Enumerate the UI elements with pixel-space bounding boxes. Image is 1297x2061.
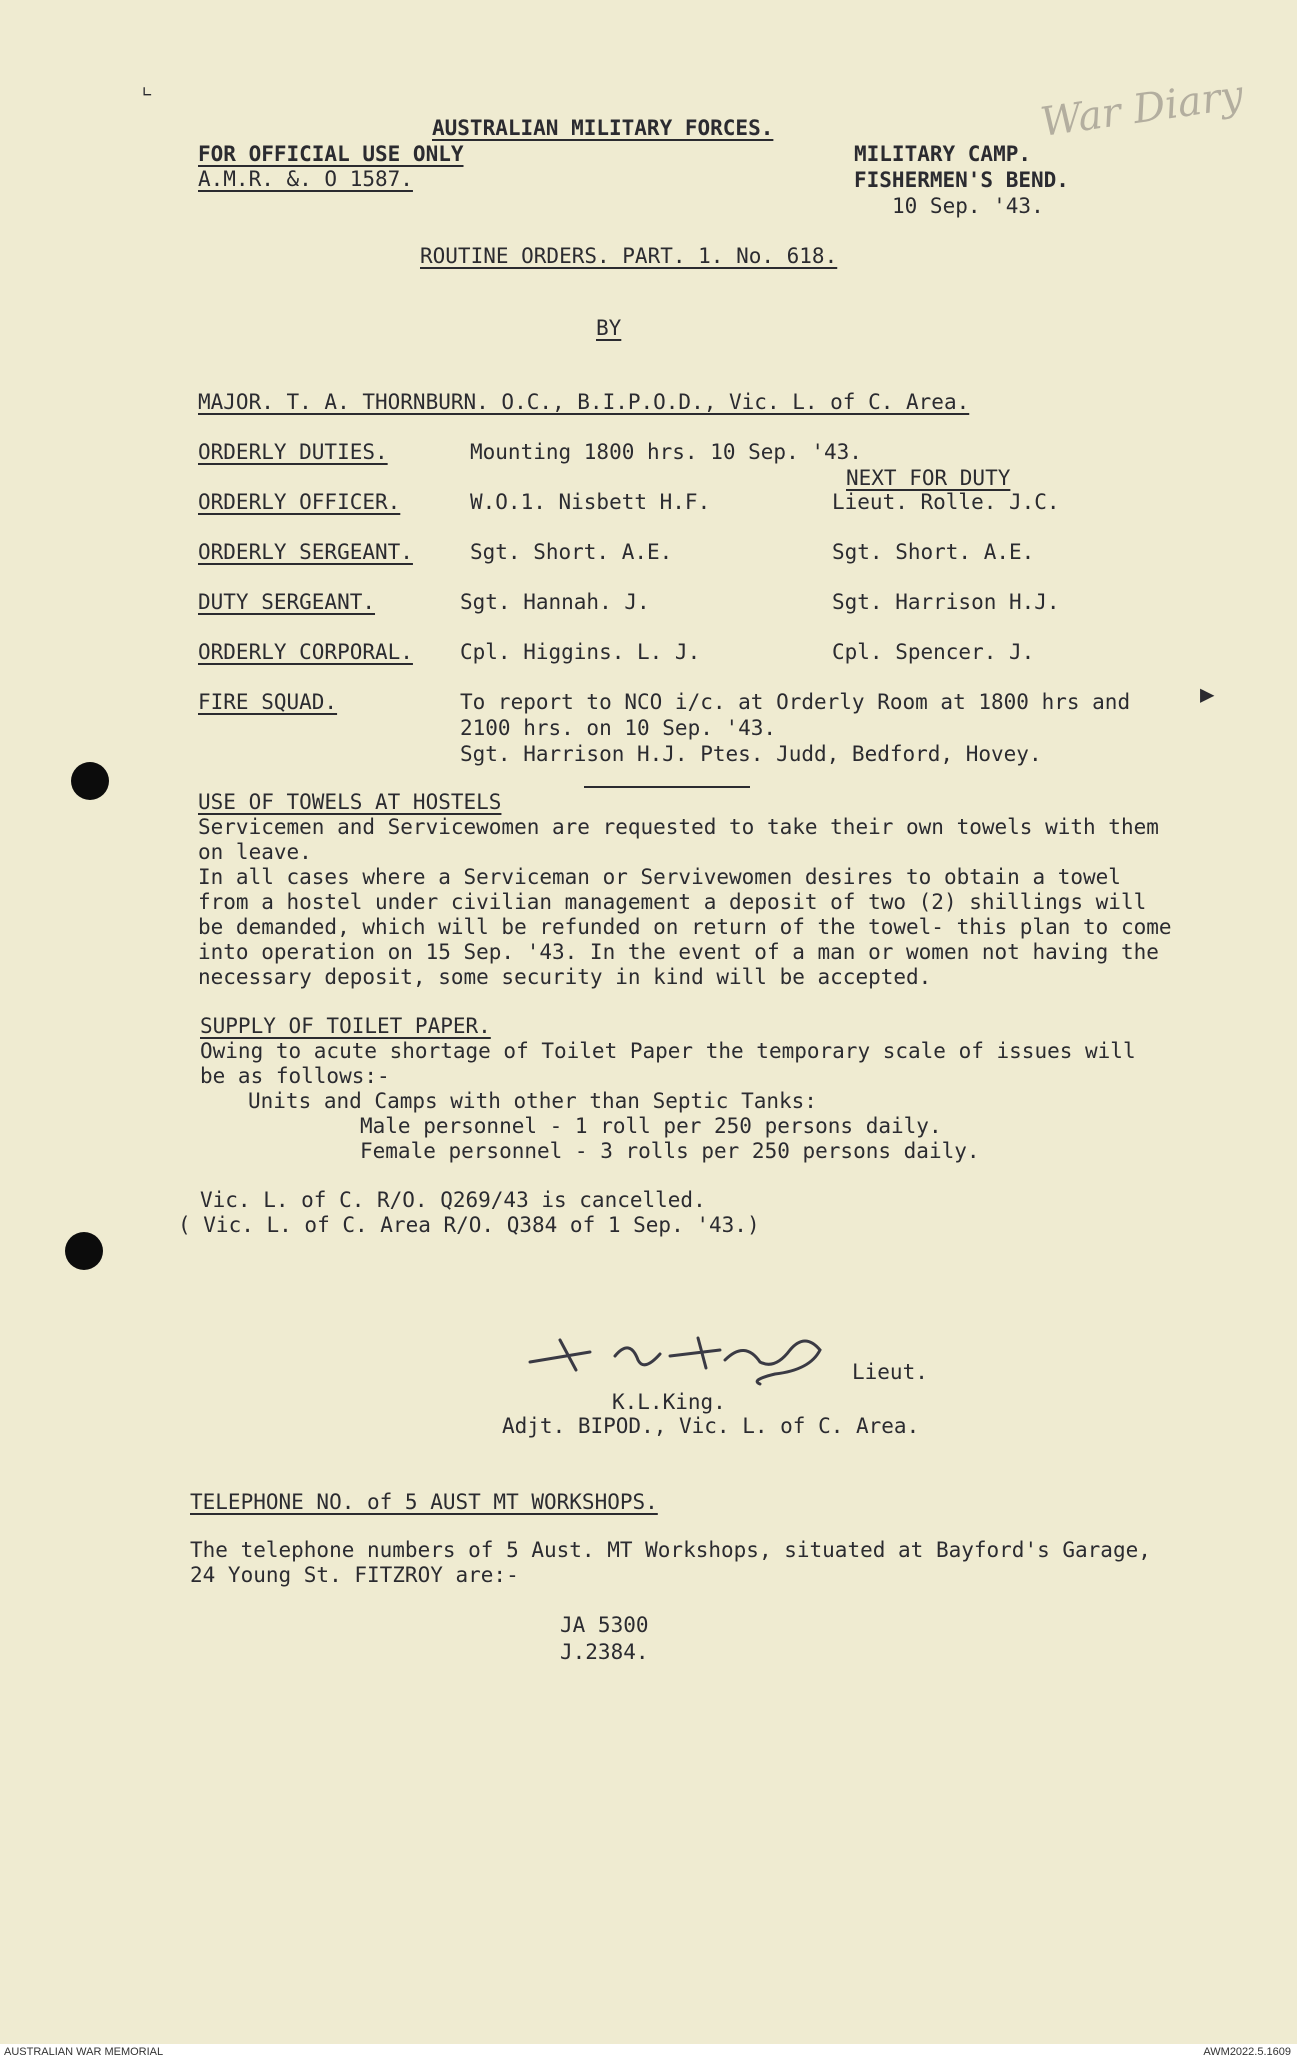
- duty-role-label: DUTY SERGEANT.: [198, 590, 376, 614]
- towels-line: into operation on 15 Sep. '43. In the event of a man or women not having the: [198, 940, 1159, 964]
- duty-next: Lieut. Rolle. J.C.: [832, 490, 1060, 514]
- duty-role-label: ORDERLY SERGEANT.: [198, 540, 413, 564]
- fire-squad-line: Sgt. Harrison H.J. Ptes. Judd, Bedford, Hovey.: [460, 742, 1042, 766]
- towels-line: Servicemen and Servicewomen are requested to take their own towels with them: [198, 815, 1159, 839]
- towels-line: be demanded, which will be refunded on return of the towel- this plan to come: [198, 915, 1172, 939]
- signatory-title: Adjt. BIPOD., Vic. L. of C. Area.: [502, 1414, 920, 1438]
- document-title: AUSTRALIAN MILITARY FORCES.: [432, 116, 774, 140]
- toilet-paper-line: Vic. L. of C. R/O. Q269/43 is cancelled.: [200, 1188, 706, 1212]
- telephone-number: J.2384.: [560, 1640, 649, 1664]
- issuer-line: MAJOR. T. A. THORNBURN. O.C., B.I.P.O.D., Vic. L. of C. Area.: [198, 390, 970, 414]
- signatory-rank: Lieut.: [852, 1360, 928, 1384]
- footer-institution: AUSTRALIAN WAR MEMORIAL: [4, 2046, 164, 2058]
- camp-location: FISHERMEN'S BEND.: [854, 168, 1069, 192]
- duty-next: Cpl. Spencer. J.: [832, 640, 1035, 664]
- duty-current: Cpl. Higgins. L. J.: [460, 640, 701, 664]
- footer-reference: AWM2022.5.1609: [1203, 2046, 1291, 2058]
- duty-role-label: ORDERLY OFFICER.: [198, 490, 401, 514]
- staple-mark: ⌞: [140, 72, 155, 100]
- towels-line: necessary deposit, some security in kind will be accepted.: [198, 965, 932, 989]
- orders-title: ROUTINE ORDERS. PART. 1. No. 618.: [420, 244, 838, 268]
- duty-role-label: ORDERLY CORPORAL.: [198, 640, 413, 664]
- fire-squad-line: To report to NCO i/c. at Orderly Room at 1800 hrs and: [460, 690, 1131, 714]
- orderly-duties-heading: ORDERLY DUTIES.: [198, 440, 388, 464]
- telephone-line: The telephone numbers of 5 Aust. MT Workshops, situated at Bayford's Garage,: [190, 1538, 1151, 1562]
- toilet-paper-line: Female personnel - 3 rolls per 250 persons daily.: [360, 1139, 980, 1163]
- towels-line: In all cases where a Serviceman or Servivewomen desires to obtain a towel: [198, 865, 1121, 889]
- duty-current: W.O.1. Nisbett H.F.: [470, 490, 711, 514]
- towels-heading: USE OF TOWELS AT HOSTELS: [198, 790, 502, 814]
- towels-line: on leave.: [198, 840, 312, 864]
- duty-next: Sgt. Harrison H.J.: [832, 590, 1060, 614]
- duty-current: Sgt. Hannah. J.: [460, 590, 650, 614]
- telephone-heading: TELEPHONE NO. of 5 AUST MT WORKSHOPS.: [190, 1490, 658, 1514]
- edge-mark: ▶: [1200, 680, 1215, 708]
- archive-footer: [0, 2044, 1297, 2061]
- next-for-duty-heading: NEXT FOR DUTY: [846, 466, 1011, 490]
- toilet-paper-line: ( Vic. L. of C. Area R/O. Q384 of 1 Sep. '43.): [178, 1213, 760, 1237]
- official-use-label: FOR OFFICIAL USE ONLY: [198, 142, 464, 166]
- handwritten-note: War Diary: [1037, 72, 1246, 146]
- section-divider: [584, 786, 750, 788]
- toilet-paper-line: Owing to acute shortage of Toilet Paper the temporary scale of issues will: [200, 1039, 1136, 1063]
- signatory-name: K.L.King.: [612, 1390, 726, 1414]
- towels-line: from a hostel under civilian management a deposit of two (2) shillings will: [198, 890, 1147, 914]
- telephone-line: 24 Young St. FITZROY are:-: [190, 1563, 519, 1587]
- by-label: BY: [596, 316, 622, 340]
- fire-squad-line: 2100 hrs. on 10 Sep. '43.: [460, 716, 777, 740]
- toilet-paper-line: Units and Camps with other than Septic Tanks:: [248, 1089, 817, 1113]
- punch-hole: [71, 762, 109, 800]
- header-date: 10 Sep. '43.: [892, 194, 1044, 218]
- toilet-paper-heading: SUPPLY OF TOILET PAPER.: [200, 1014, 491, 1038]
- toilet-paper-line: be as follows:-: [200, 1064, 390, 1088]
- fire-squad-label: FIRE SQUAD.: [198, 690, 338, 714]
- toilet-paper-line: Male personnel - 1 roll per 250 persons daily.: [360, 1114, 942, 1138]
- telephone-number: JA 5300: [560, 1613, 649, 1637]
- duty-next: Sgt. Short. A.E.: [832, 540, 1035, 564]
- signature-scrawl: [520, 1310, 870, 1390]
- duty-current: Sgt. Short. A.E.: [470, 540, 673, 564]
- amr-reference: A.M.R. &. O 1587.: [198, 167, 413, 191]
- punch-hole: [65, 1232, 103, 1270]
- camp-name: MILITARY CAMP.: [854, 142, 1032, 166]
- mounting-text: Mounting 1800 hrs. 10 Sep. '43.: [470, 440, 862, 464]
